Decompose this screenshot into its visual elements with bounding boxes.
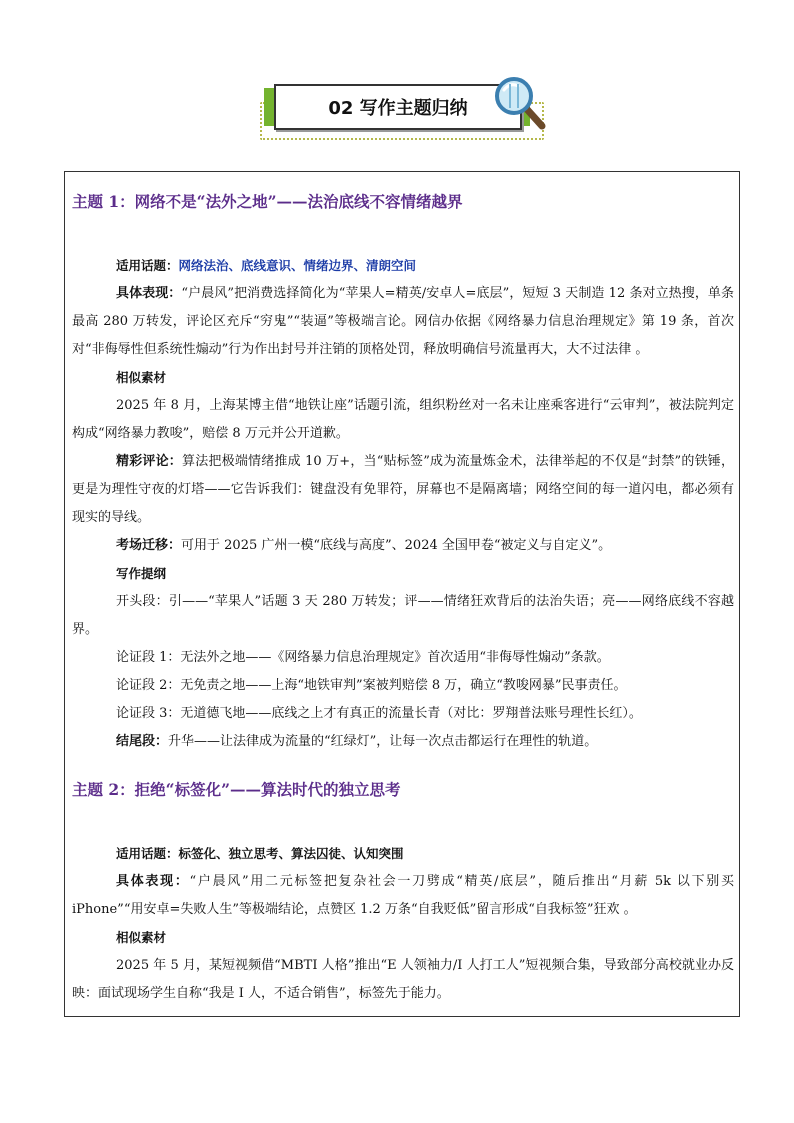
theme1-material-text: 2025 年 8 月，上海某博主借“地铁让座”话题引流，组织粉丝对一名未让座乘客进行“云审判”，被法院判定构成“网络暴力教唆”，赔偿 8 万元并公开道歉。	[72, 398, 734, 441]
theme2-perf-label: 具体表现：	[116, 874, 190, 889]
theme1-material-label: 相似素材	[116, 370, 167, 385]
section-title: 02 写作主题归纳	[274, 84, 522, 130]
theme1-opening-text: 引——“苹果人”话题 3 天 280 万转发；评——情绪狂欢背后的法治失语；亮——网络底线不容越界。	[72, 594, 734, 637]
theme1-topics-line	[116, 252, 734, 280]
theme2-topics-line	[116, 840, 734, 868]
theme1-opening	[72, 588, 734, 644]
theme1-comment	[72, 448, 734, 532]
theme2-topics-label: 适用话题：	[116, 846, 179, 861]
theme1-exam-text: 可用于 2025 广州一模“底线与高度”、2024 全国甲卷“被定义与自定义”。	[181, 538, 612, 553]
theme1-ending	[72, 728, 734, 756]
theme1-exam-label: 考场迁移：	[116, 538, 182, 553]
theme1-opening-label: 开头段：	[116, 594, 169, 609]
content-area	[72, 188, 734, 1008]
theme2-topics: 标签化、独立思考、算法囚徒、认知突围	[178, 846, 404, 861]
theme1-performance	[72, 280, 734, 364]
theme1-arg1: 论证段 1：无法外之地——《网络暴力信息治理规定》首次适用“非侮辱性煽动”条款。	[116, 650, 610, 665]
theme1-perf-label: 具体表现：	[116, 286, 182, 301]
theme1-heading: 主题 1：网络不是“法外之地”——法治底线不容情绪越界	[72, 192, 463, 211]
theme2-material-label: 相似素材	[116, 930, 167, 945]
theme1-comment-text: 算法把极端情绪推成 10 万+，当“贴标签”成为流量炼金术，法律举起的不仅是“封禁”的铁锤，更是为理性守夜的灯塔——它告诉我们：键盘没有免罪符，屏幕也不是隔离墙；网络空间的每一道闪电，都必须有现实的导线。	[72, 454, 734, 525]
theme2-performance	[72, 868, 734, 924]
theme2-heading: 主题 2：拒绝“标签化”——算法时代的独立思考	[72, 780, 401, 799]
theme1-topics-label: 适用话题：	[116, 258, 179, 273]
theme1-comment-label: 精彩评论：	[116, 454, 183, 469]
theme2-material-text: 2025 年 5 月，某短视频借“MBTI 人格”推出“E 人领袖力/I 人打工人”短视频合集，导致部分高校就业办反映：面试现场学生自称“我是 I 人，不适合销售”，标签先于能力。	[72, 958, 734, 1001]
section-banner	[256, 84, 556, 144]
theme1-arg3: 论证段 3：无道德飞地——底线之上才有真正的流量长青（对比：罗翔普法账号理性长红）。	[116, 706, 642, 721]
theme1-ending-label: 结尾段：	[116, 734, 169, 749]
theme1-outline-label: 写作提纲	[116, 566, 167, 581]
theme1-exam	[72, 532, 734, 560]
magnifier-icon	[488, 72, 548, 132]
theme1-arg2: 论证段 2：无免责之地——上海“地铁审判”案被判赔偿 8 万，确立“教唆网暴”民事责任。	[116, 678, 627, 693]
theme1-ending-text: 升华——让法律成为流量的“红绿灯”，让每一次点击都运行在理性的轨道。	[168, 734, 598, 749]
theme1-topics: 网络法治、底线意识、情绪边界、清朗空间	[178, 258, 417, 273]
theme2-perf-text: “户晨风”用二元标签把复杂社会一刀劈成“精英/底层”，随后推出“月薪 5k 以下别买 iPhone”“用安卓=失败人生”等极端结论，点赞区 1.2 万条“自我贬低”留言形成“自我标签”狂欢 。	[72, 874, 734, 917]
theme1-perf-text: “户晨风”把消费选择简化为“苹果人=精英/安卓人=底层”，短短 3 天制造 12 条对立热搜，单条最高 280 万转发，评论区充斥“穷鬼”“装逼”等极端言论。网信办依据《网络暴力信息治理规定》第 19 条，首次对“非侮辱性但系统性煽动”行为作出封号并注销的顶格处罚，释放明确信号流量再大，大不过法律 。	[72, 286, 734, 357]
